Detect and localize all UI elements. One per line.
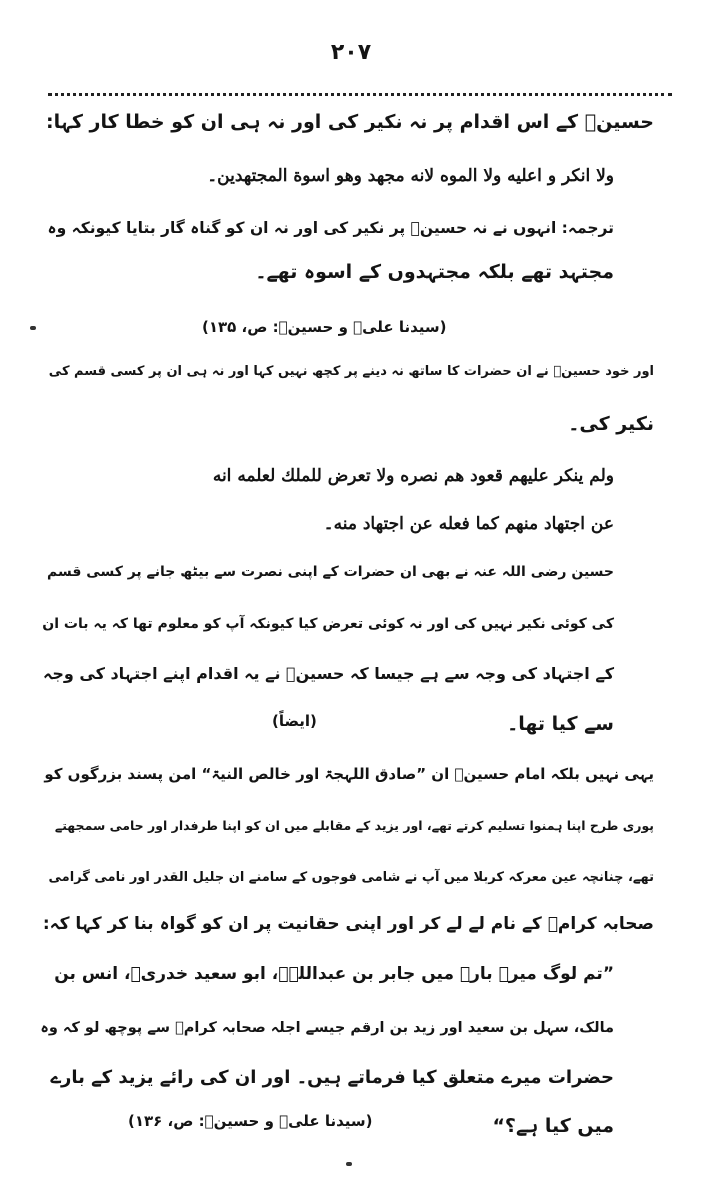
- arabic-quote-line: ولم ينكر عليهم قعود هم نصره ولا تعرض للملك لعلمه انه: [212, 466, 614, 486]
- translation-line: کی کوئی نکیر نہیں کی اور نہ کوئی تعرض کیا کیونکہ آپ کو معلوم تھا کہ یہ بات ان: [42, 616, 614, 632]
- quotation-line: میں کیا ہے؟“: [492, 1115, 614, 1137]
- translation-line: سے کیا تھا۔: [507, 713, 614, 735]
- arabic-quote-line: ولا انكر و اعليه ولا الموه لانه مجهد وهو اسوة المجتهدين۔: [207, 166, 614, 186]
- text-line: اور خود حسینؓ نے ان حضرات کا ساتھ نہ دینے پر کچھ نہیں کہا اور نہ ہی ان پر کسی قسم کی: [48, 364, 654, 379]
- text-line: حسینؓ کے اس اقدام پر نہ نکیر کی اور نہ ہی ان کو خطا کار کہا:: [46, 111, 654, 133]
- page-number: ۲۰۷: [330, 40, 372, 65]
- reference-citation: (سیدنا علیؓ و حسینؓ: ص، ۱۳۵): [202, 318, 447, 336]
- translation-line: ترجمہ: انہوں نے نہ حسینؓ پر نکیر کی اور نہ ان کو گناہ گار بتایا کیونکہ وہ: [47, 219, 614, 237]
- text-line: صحابہ کرامؓ کے نام لے لے کر اور اپنی حقانیت پر ان کو گواہ بنا کر کہا کہ:: [42, 914, 654, 934]
- quotation-line: مالک، سہل بن سعید اور زید بن ارقم جیسے اجلہ صحابہ کرامؓ سے پوچھ لو کہ وہ: [40, 1020, 614, 1036]
- text-line: پوری طرح اپنا ہمنوا تسلیم کرتے تھے، اور یزید کے مقابلے میں ان کو اپنا طرفدار اور حامی سمجھتے: [54, 818, 654, 833]
- quotation-line: ”تم لوگ میرے بارے میں جابر بن عبداللہؓ، ابو سعید خدریؓ، انس بن: [54, 964, 614, 984]
- text-line: تھے، چنانچہ عین معرکہ کربلا میں آپ نے شامی فوجوں کے سامنے ان جلیل القدر اور نامی گرامی: [48, 870, 654, 885]
- text-line: نکیر کی۔: [568, 413, 654, 435]
- arabic-quote-line: عن اجتهاد منهم كما فعله عن اجتهاد منه۔: [323, 514, 614, 534]
- scan-speck: [30, 326, 36, 330]
- quotation-line: حضرات میرے متعلق کیا فرماتے ہیں۔ اور ان کی رائے یزید کے بارے: [50, 1067, 614, 1088]
- translation-line: کے اجتہاد کی وجہ سے ہے جیسا کہ حسینؓ نے یہ اقدام اپنے اجتہاد کی وجہ: [42, 664, 614, 683]
- reference-citation: (سیدنا علیؓ و حسینؓ: ص، ۱۳۶): [128, 1112, 373, 1130]
- reference-citation: (ایضاً): [272, 712, 317, 730]
- text-line: یہی نہیں بلکہ امام حسینؓ ان ”صادق اللہجۃ اور خالص النیۃ“ امن پسند بزرگوں کو: [44, 765, 654, 783]
- translation-line: مجتہد تھے بلکہ مجتہدوں کے اسوہ تھے۔: [255, 261, 614, 283]
- header-divider: [48, 93, 672, 96]
- translation-line: حسین رضی اللہ عنہ نے بھی ان حضرات کے اپنی نصرت سے بیٹھ جانے پر کسی قسم: [47, 564, 614, 580]
- scan-speck: [346, 1162, 352, 1166]
